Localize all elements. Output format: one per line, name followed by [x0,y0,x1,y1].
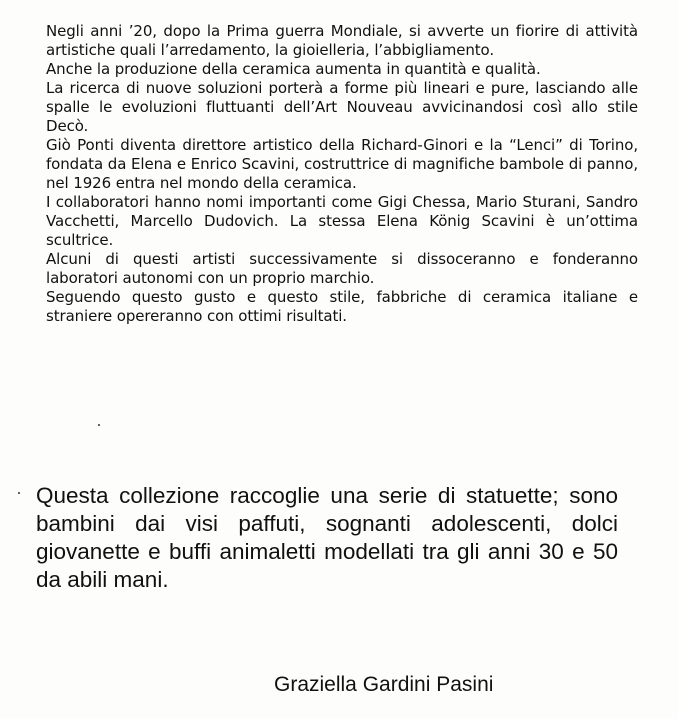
intro-paragraph: Negli anni ’20, dopo la Prima guerra Mondiale, si avverte un fiorire di attività artistiche quali l’arredamento, la gioielleria, l’abbigliamento. [46,22,638,59]
scan-speck [18,492,20,494]
intro-paragraph: Giò Ponti diventa direttore artistico della Richard-Ginori e la “Lenci” di Torino, fondata da Elena e Enrico Scavini, costruttrice di magnifiche bambole di panno, nel 1926 entra nel mondo della ceramica. [46,136,638,192]
collection-description: Questa collezione raccoglie una serie di statuette; sono bambini dai visi paffuti, sognanti adolescenti, dolci giovanette e buffi animaletti modellati tra gli anni 30 e 50 da abili mani. [36,483,618,592]
intro-paragraph: I collaboratori hanno nomi importanti come Gigi Chessa, Mario Sturani, Sandro Vacchetti, Marcello Dudovich. La stessa Elena König Scavini è un’ottima scultrice. [46,193,638,249]
intro-paragraph: Anche la produzione della ceramica aumenta in quantità e qualità. [46,60,541,78]
intro-text-block [46,22,638,326]
intro-paragraph: La ricerca di nuove soluzioni porterà a forme più lineari e pure, lasciando alle spalle le evoluzioni fluttuanti dell’Art Nouveau avvicinandosi così allo stile Decò. [46,79,638,135]
scan-speck [98,424,100,426]
author-signature: Graziella Gardini Pasini [274,673,494,696]
intro-paragraph: Alcuni di questi artisti successivamente si dissoceranno e fonderanno laboratori autonomi con un proprio marchio. [46,250,638,287]
intro-paragraph: Seguendo questo gusto e questo stile, fabbriche di ceramica italiane e straniere opereranno con ottimi risultati. [46,288,638,325]
